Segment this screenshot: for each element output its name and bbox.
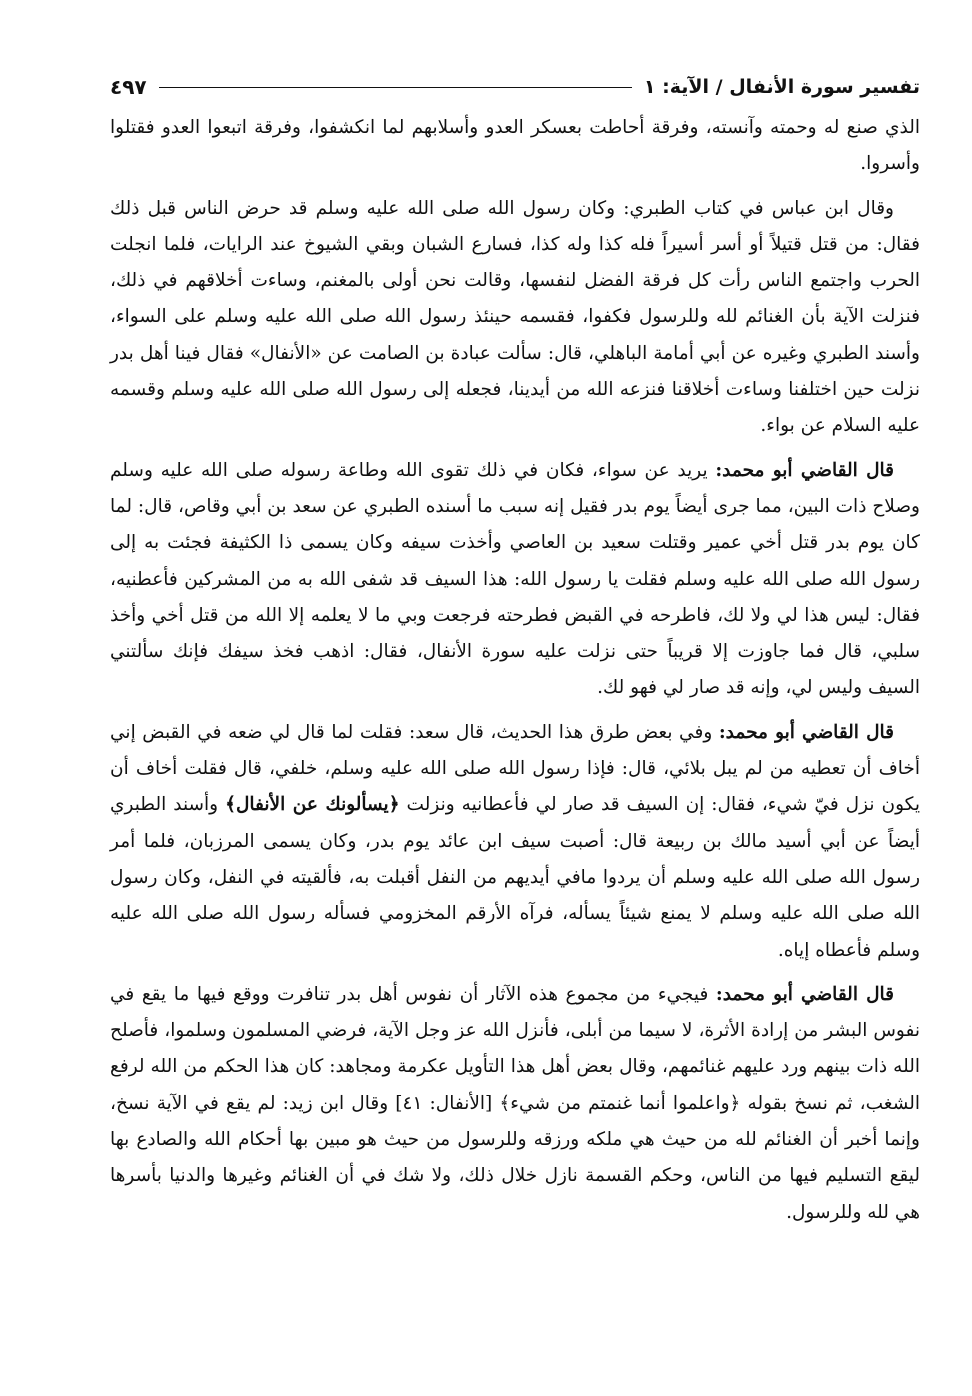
paragraph-1 (110, 110, 920, 183)
paragraph-text: يريد عن سواء، فكان في ذلك تقوى الله وطاعة رسوله صلى الله عليه وسلم وصلاح ذات البين، مما جرى أيضاً يوم بدر فقيل إنه سبب ما أسنده الطبري عن سعد بن أبي وقاص، قال: لما كان يوم بدر قتل أخي عمير وقتلت سعيد بن العاصي وأخذت سيفه وكان يسمى ذا الكثيفة فجئت به إلى رسول الله صلى الله عليه وسلم فقلت يا رسول الله: هذا السيف قد شفى الله به من المشركين فأعطنيه، فقال: ليس هذا لي ولا لك، فاطرحه في القبض فطرحته فرجعت وبي ما لا يعلمه إلا الله من قتل أخي وأخذ سلبي، قال فما جاوزت إلا قريباً حتى نزلت عليه سورة الأنفال، فقال: اذهب فخذ سيفك فإنك سألتني السيف وليس لي، وإنه قد صار لي فهو لك. (110, 459, 920, 699)
paragraph-2 (110, 191, 920, 445)
paragraph-text: وفي بعض طرق هذا الحديث، قال سعد: فقلت لما قال لي ضعه في القبض إني أخاف أن تعطيه من لم يبل بلائي، قال: فإذا رسول الله صلى الله عليه وسلم، خلفي، قال فقلت أخاف أن يكون نزل فيّ شيء، فقال: إن السيف قد صار لي فأعطانيه ونزلت (110, 721, 920, 816)
paragraph-text: وقال ابن عباس في كتاب الطبري: وكان رسول الله صلى الله عليه وسلم قد حرض الناس قبل ذلك فقال: من قتل قتيلاً أو أسر أسيراً فله كذا وله كذا، فسارع الشبان وبقي الشيوخ عند الرايات، فلما انجلت الحرب واجتمع الناس رأت كل فرقة الفضل لنفسها، وقالت نحن أولى بالمغنم، وساءت أخلاقهم في ذلك، فنزلت الآية بأن الغنائم لله وللرسول فكفوا، فقسمه حينئذ رسول الله صلى الله عليه وسلم على السواء، وأسند الطبري وغيره عن أبي أمامة الباهلي، قال: سألت عبادة بن الصامت عن «الأنفال» فقال فينا أهل بدر نزلت حين اختلفنا وساءت أخلاقنا فنزعه الله من أيدينا، فجعله إلى رسول الله صلى الله عليه وسلم وقسمه عليه السلام عن بواء. (110, 197, 920, 437)
quran-verse: ﴿يسألونك عن الأنفال﴾ (225, 794, 400, 816)
speaker-label: قال القاضي أبو محمد: (715, 459, 894, 481)
header-rule (159, 87, 632, 88)
paragraph-3 (110, 453, 920, 707)
running-header (110, 70, 920, 104)
speaker-label: قال القاضي أبو محمد: (715, 983, 895, 1005)
paragraph-4 (110, 715, 920, 969)
paragraph-text: وأسند الطبري أيضاً عن أبي أسيد مالك بن ربيعة قال: أصبت سيف ابن عائد يوم بدر، وكان يسمى المرزبان، فلما أمر رسول الله صلى الله عليه وسلم أن يردوا مافي أيديهم من النفل أقبلت به، فألقيته في النفل، وكان رسول الله صلى الله عليه وسلم لا يمنع شيئاً يسأله، فرآه الأرقم المخزومي فسأله رسول الله صلى الله عليه وسلم فأعطاه إياه. (110, 794, 920, 961)
paragraph-5 (110, 977, 920, 1231)
paragraph-text: الذي صنع له وحمته وآنسته، وفرقة أحاطت بعسكر العدو وأسلابهم لما انكشفوا، وفرقة اتبعوا العدو فقتلوا وأسروا. (110, 117, 920, 175)
document-page (110, 70, 920, 1239)
speaker-label: قال القاضي أبو محمد: (718, 721, 895, 743)
paragraph-text: فيجيء من مجموع هذه الآثار أن نفوس أهل بدر تنافرت ووقع فيها ما يقع في نفوس البشر من إرادة الأثرة، لا سيما من أبلى، فأنزل الله عز وجل الآية، فرضي المسلمون وسلموا، فأصلح الله ذات بينهم ورد عليهم غنائمهم، وقال بعض أهل هذا التأويل عكرمة ومجاهد: كان هذا الحكم من الله لرفع الشغب، ثم نسخ بقوله ﴿واعلموا أنما غنمتم من شيء﴾ [الأنفال: ٤١] وقال ابن زيد: لم يقع في الآية نسخ، وإنما أخبر أن الغنائم لله من حيث هي ملكه ورزقه وللرسول من حيث هو مبين بها أحكام الله والصادع بها ليقع التسليم فيها من الناس، وحكم القسمة نازل خلال ذلك، ولا شك في أن الغنائم وغيرها والدنيا بأسرها هي لله وللرسول. (110, 983, 920, 1223)
running-header-title: تفسير سورة الأنفال / الآية: ١ (634, 76, 920, 98)
page-number: ٤٩٧ (110, 75, 157, 99)
body-text (110, 110, 920, 1231)
